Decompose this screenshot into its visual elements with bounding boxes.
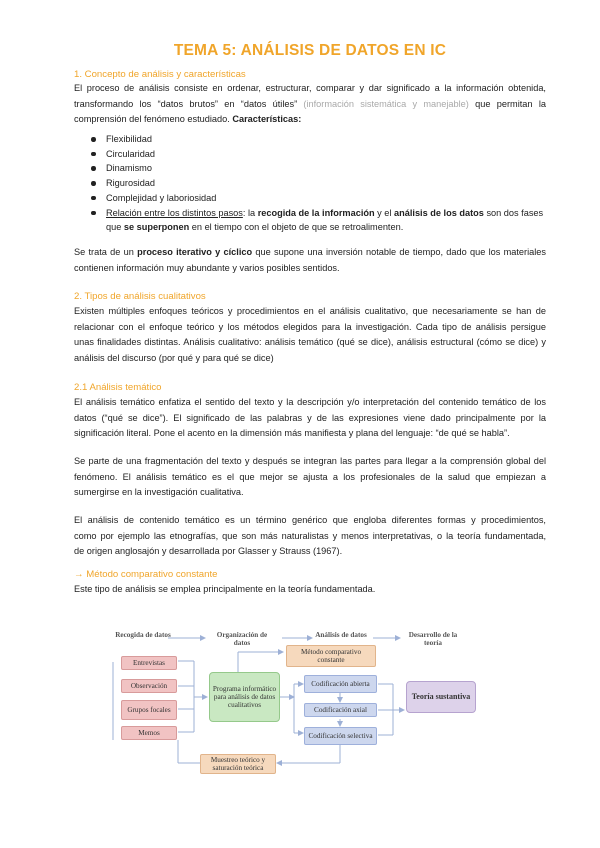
text-line: El proceso de análisis consiste en ordenar, estructurar, comparar y dar significado a la información obtenida, xyxy=(74,83,546,93)
column-header: Desarrollo de la teoría xyxy=(408,631,458,648)
text-line: Existen múltiples enfoques teóricos y procedimientos en el análisis cualitativo, que necesariamente se han de xyxy=(74,306,546,316)
coding-box-selective: Codificación selectiva xyxy=(304,727,377,745)
theory-box: Teoría sustantiva xyxy=(406,681,476,713)
method-box: Método comparativo constante xyxy=(286,645,376,667)
text-line: unas finalidades distintas. Análisis cualitativo: análisis temático (qué se dice), análisis estructural (cómo se dice) y xyxy=(74,337,546,348)
section-1-closing xyxy=(74,245,546,276)
text-line: transformando los “datos brutos” en “datos útiles” (información sistemática y manejable) que permitan la xyxy=(74,98,546,109)
text-line: significación literal. Pone el acento en la dimensión más manifiesta y plana del lenguaje: “de qué se habla”. xyxy=(74,428,510,439)
section-2-paragraph xyxy=(74,304,546,366)
coding-box-open: Codificación abierta xyxy=(304,675,377,693)
column-header: Recogida de datos xyxy=(115,631,171,639)
program-box: Programa informático para análisis de datos cualitativos xyxy=(209,672,280,722)
text-line: datos (“qué se dice”). El significado de las palabras y de las expresiones viene dado principalmente por la xyxy=(74,412,546,423)
sampling-box: Muestreo teórico y saturación teórica xyxy=(200,754,276,774)
list-item: Flexibilidad xyxy=(74,132,546,147)
text-line: fenómeno. El análisis temático es el que mejor se ajusta a los profesionales de la salud que empiezan a xyxy=(74,471,546,482)
section-2-heading: 2. Tipos de análisis cualitativos xyxy=(74,291,206,302)
collection-box-memos: Memos xyxy=(121,726,177,740)
text-line: El análisis de contenido temático es un término genérico que engloba diferentes formas y procedimientos, xyxy=(74,515,546,525)
collection-box-observation: Observación xyxy=(121,679,177,693)
text-line: El análisis temático enfatiza el sentido del texto y la descripción y/o interpretación del contenido temático de los xyxy=(74,397,546,407)
list-item: Dinamismo xyxy=(74,161,546,176)
section-2-1-paragraph-2 xyxy=(74,454,546,501)
text-line: Se parte de una fragmentación del texto y después se integran las partes para llegar a la comprensión global del xyxy=(74,456,546,466)
text-line: análisis del discurso (por qué y para qué se dice) xyxy=(74,352,274,363)
collection-box-interviews: Entrevistas xyxy=(121,656,177,670)
section-2-1-paragraph-1 xyxy=(74,395,546,442)
list-item: Circularidad xyxy=(74,147,546,162)
section-1-paragraph xyxy=(74,81,546,128)
text-line: sumergirse en la investigación cualitativa. xyxy=(74,487,244,498)
list-item: Complejidad y laboriosidad xyxy=(74,191,546,206)
page-title: TEMA 5: ANÁLISIS DE DATOS EN IC xyxy=(173,42,447,59)
list-item: Rigurosidad xyxy=(74,176,546,191)
text-line: comprensión del fenómeno estudiado. Características: xyxy=(74,114,302,125)
column-header: Análisis de datos xyxy=(315,631,367,639)
characteristics-list xyxy=(74,132,546,235)
method-text: Este tipo de análisis se emplea principalmente en la teoría fundamentada. xyxy=(74,584,376,594)
list-item: Relación entre los distintos pasos: la recogida de la información y el análisis de los datos son dos fases que se superponen en el tiempo con el objeto de que se retroalimenten. xyxy=(74,206,546,235)
collection-box-focus-groups: Grupos focales xyxy=(121,700,177,720)
section-2-1-paragraph-3 xyxy=(74,513,546,560)
coding-box-axial: Codificación axial xyxy=(304,703,377,717)
text-line: Se trata de un proceso iterativo y cíclico que supone una inversión notable de tiempo, dado que los materiales xyxy=(74,247,546,257)
method-heading: → Método comparativo constante xyxy=(74,569,218,580)
section-1-heading: 1. Concepto de análisis y características xyxy=(74,69,246,80)
text-line: relacionar con el enfoque teórico y los métodos elegidos para la investigación. Cada tipo de análisis persigue xyxy=(74,321,546,332)
text-line: de origen anglosajón y desarrollada por Glasser y Strauss (1967). xyxy=(74,546,343,557)
text-line: como por ejemplo las etnografías, que son más naturalistas y menos interpretativas, o la teoría fundamentada, xyxy=(74,530,546,541)
text-line: contienen información muy abundante y varios posibles sentidos. xyxy=(74,262,340,273)
column-header: Organización de datos xyxy=(216,631,268,648)
section-2-1-heading: 2.1 Análisis temático xyxy=(74,382,162,393)
